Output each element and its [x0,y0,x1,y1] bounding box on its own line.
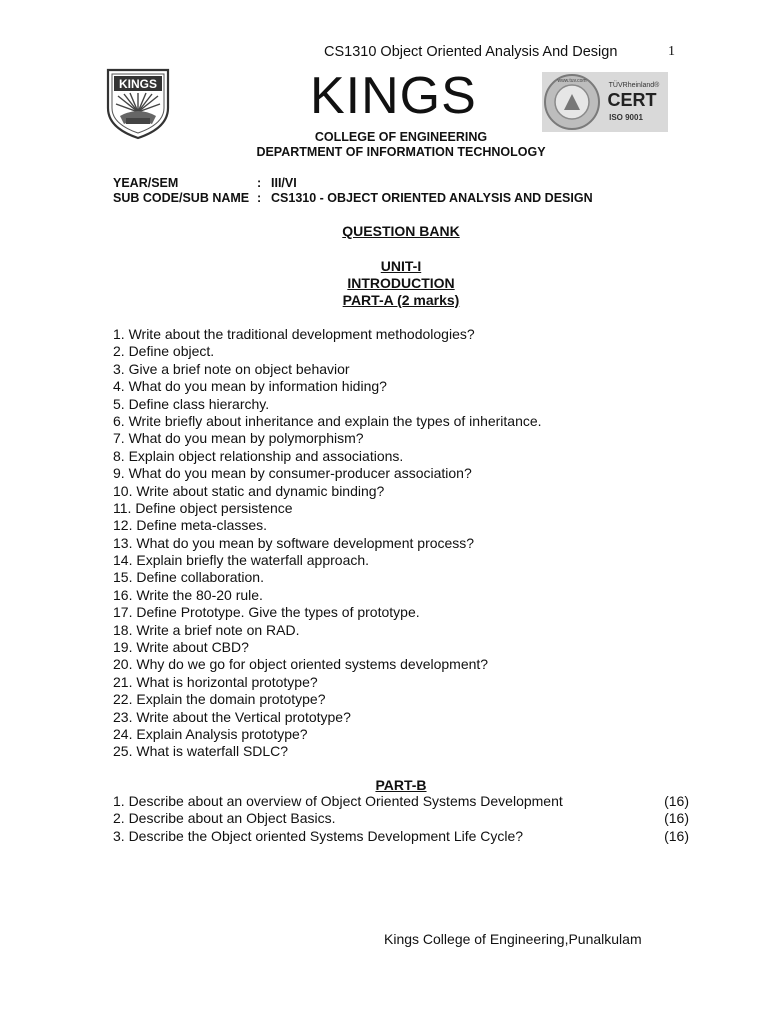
question-item: 18. Write a brief note on RAD. [113,621,300,638]
question-item: 25. What is waterfall SDLC? [113,743,289,760]
part-a-heading: PART-A (2 marks) [342,292,460,308]
year-sem-row [113,176,297,190]
question-item: 22. Explain the domain prototype? [113,691,326,708]
department-name: DEPARTMENT OF INFORMATION TECHNOLOGY [256,145,546,159]
iso-text: ISO 9001 [609,113,643,122]
question-bank-heading: QUESTION BANK [342,223,460,239]
question-item: 7. What do you mean by polymorphism? [113,430,364,447]
question-item: 13. What do you mean by software development process? [113,534,475,551]
question-item: 3. Give a brief note on object behavior [113,360,350,377]
question-item: 14. Explain briefly the waterfall approach. [113,552,370,569]
subject-label: SUB CODE/SUB NAME [113,191,250,205]
page-footer: Kings College of Engineering,Punalkulam [384,931,642,947]
colon: : [257,176,262,190]
part-b-heading: PART-B [375,777,427,793]
part-b-item [113,810,689,827]
cert-text: CERT [607,90,657,110]
question-item: 6. Write briefly about inheritance and explain the types of inheritance. [113,412,542,429]
page-header: CS1310 Object Oriented Analysis And Design [324,44,618,60]
colon: : [257,191,262,205]
part-b-question: 3. Describe the Object oriented Systems Development Life Cycle? [113,827,524,844]
introduction-heading: INTRODUCTION [347,275,455,291]
iso-cert-badge [542,72,668,132]
seal-text: www.tuv.com [557,78,587,84]
part-b-question: 1. Describe about an overview of Object Oriented Systems Development [113,793,563,809]
subject-value: CS1310 - OBJECT ORIENTED ANALYSIS AND DESIGN [271,191,593,205]
year-sem-value: III/VI [271,176,297,190]
unit-heading: UNIT-I [380,258,422,274]
year-sem-label: YEAR/SEM [113,176,179,190]
marks-label: (16) [664,827,689,844]
question-item: 21. What is horizontal prototype? [113,673,318,690]
question-item: 8. Explain object relationship and associations. [113,447,404,464]
question-item: 2. Define object. [113,343,215,360]
question-item: 16. Write the 80-20 rule. [113,586,263,603]
part-a-question-list [113,326,542,761]
question-item: 12. Define meta-classes. [113,517,268,534]
question-item: 23. Write about the Vertical prototype? [113,708,351,725]
part-b-item [113,828,689,845]
marks-label: (16) [664,810,689,827]
question-item: 5. Define class hierarchy. [113,395,270,412]
question-item: 15. Define collaboration. [113,569,264,586]
part-b-question-list [113,793,689,845]
question-item: 10. Write about static and dynamic binding? [113,482,385,499]
part-b-item [113,793,689,810]
question-item: 11. Define object persistence [113,499,293,516]
question-item: 1. Write about the traditional development methodologies? [113,326,475,342]
question-item: 9. What do you mean by consumer-producer association? [113,465,472,482]
part-b-question: 2. Describe about an Object Basics. [113,810,336,827]
question-item: 17. Define Prototype. Give the types of prototype. [113,604,420,621]
question-item: 20. Why do we go for object oriented systems development? [113,656,489,673]
tuv-text: TÜVRheinland® [608,82,660,89]
question-item: 19. Write about CBD? [113,639,249,656]
marks-label: (16) [664,793,689,809]
question-item: 24. Explain Analysis prototype? [113,725,308,742]
question-item: 4. What do you mean by information hiding? [113,378,387,395]
college-name: COLLEGE OF ENGINEERING [314,130,488,144]
crest-text: KINGS [118,77,158,91]
subject-row [113,191,593,205]
page-number: 1 [668,44,675,59]
brand-title: KINGS [310,67,477,125]
